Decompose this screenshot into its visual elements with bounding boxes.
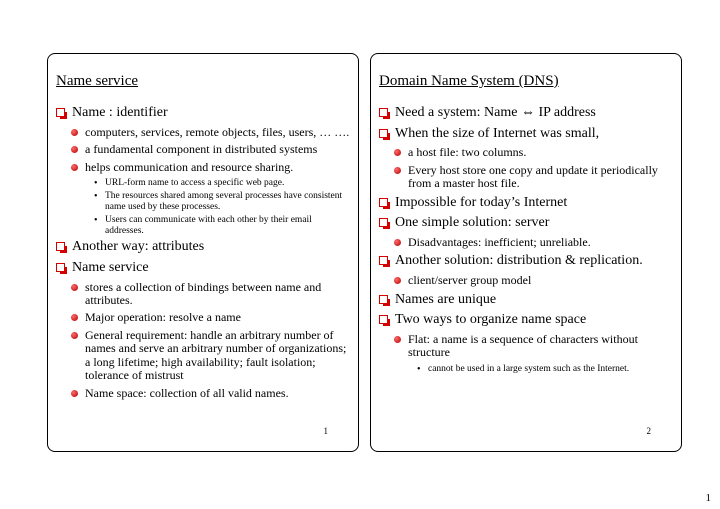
bullet-item-level-1 [378,105,675,121]
square-bullet-icon [379,198,388,207]
bullet-item-level-2 [55,311,352,324]
slide-title: Name service [56,73,139,89]
slide-title: Domain Name System (DNS) [379,73,559,89]
bullet-text: Names are unique [395,291,497,307]
square-bullet-icon [56,263,65,272]
bullet-text: stores a collection of bindings between name and attributes. [85,279,322,307]
square-bullet-icon [379,256,388,265]
square-bullet-icon [379,295,388,304]
bullet-item-level-1 [378,253,675,269]
bullet-item-level-2 [378,333,675,360]
square-bullet-icon [379,315,388,324]
bullet-item-level-2 [378,274,675,287]
bullet-item-level-2 [55,143,352,156]
bullet-item-level-2 [55,329,352,383]
bullet-text: One simple solution: server [395,215,550,231]
bullet-item-level-1 [378,215,675,231]
slide-body [55,105,352,404]
document-page-number: 1 [705,492,711,504]
bullet-item-level-1 [378,195,675,211]
slide-dns [370,53,682,452]
bullet-text: Every host store one copy and update it periodically from a master host file. [408,162,658,191]
bullet-item-level-3 [378,364,675,374]
square-bullet-icon [56,242,65,251]
bullet-item-level-2 [55,281,352,308]
bullet-text: client/server group model [408,273,532,288]
bullet-text: helps communication and resource sharing. [85,159,294,174]
bullet-text: Name service [72,259,149,275]
round-bullet-icon [71,390,78,397]
round-bullet-icon [71,314,78,321]
dot-bullet-icon: • [417,363,421,375]
bullet-item-level-2 [55,161,352,174]
square-bullet-icon [379,129,388,138]
bullet-item-level-3 [55,215,352,236]
round-bullet-icon [394,167,401,174]
bullet-item-level-1 [55,105,352,121]
bullet-item-level-2 [378,236,675,249]
bullet-item-level-2 [378,164,675,191]
bullet-text: General requirement: handle an arbitrary number of names and serve an arbitrary number of organizations; a long lifetime; high availability; fault isolation; tolerance of mistrust [85,327,347,383]
bullet-text: Need a system: Name ⇔ IP address [395,105,596,120]
square-bullet-icon [379,108,388,117]
round-bullet-icon [71,284,78,291]
bullet-text: Name : identifier [72,105,168,120]
bullet-text: a fundamental component in distributed systems [85,142,318,157]
round-bullet-icon [71,129,78,136]
bullet-text: Users can communicate with each other by their email addresses. [105,215,312,236]
round-bullet-icon [394,336,401,343]
bullet-text: computers, services, remote objects, files, users, … …. [85,124,350,139]
bullet-item-level-1 [55,260,352,276]
square-bullet-icon [56,108,65,117]
bullet-text: Name space: collection of all valid names. [85,385,289,400]
bullet-text: Flat: a name is a sequence of characters without structure [408,331,638,360]
bullet-item-level-3 [55,191,352,212]
bullet-text: When the size of Internet was small, [395,125,600,141]
bullet-text: Disadvantages: inefficient; unreliable. [408,235,591,249]
bullet-item-level-1 [378,126,675,142]
bullet-text: a host file: two columns. [408,145,527,160]
bullet-item-level-2 [378,146,675,159]
dot-bullet-icon: • [94,215,98,227]
bullet-item-level-3 [55,178,352,188]
round-bullet-icon [394,149,401,156]
round-bullet-icon [394,277,401,284]
bullet-text: cannot be used in a large system such as the Internet. [428,363,630,374]
square-bullet-icon [379,218,388,227]
bullet-text: Two ways to organize name space [395,312,587,328]
bullet-item-level-2 [55,126,352,139]
dot-bullet-icon: • [94,177,98,189]
bullet-item-level-2 [55,387,352,400]
slide-body [378,105,675,377]
bullet-text: Impossible for today’s Internet [395,194,568,210]
round-bullet-icon [394,239,401,246]
slide-page-number: 1 [323,426,328,436]
bullet-text: The resources shared among several processes have consistent name used by these processes. [105,191,343,212]
round-bullet-icon [71,146,78,153]
round-bullet-icon [71,164,78,171]
bullet-item-level-1 [378,292,675,308]
bullet-text: Another way: attributes [72,239,205,255]
bullet-text: Another solution: distribution & replication. [395,253,643,269]
bullet-text: URL-form name to access a specific web page. [105,177,285,188]
slide-page-number: 2 [646,426,651,436]
slide-name-service [47,53,359,452]
round-bullet-icon [71,332,78,339]
bullet-item-level-1 [378,312,675,328]
bullet-item-level-1 [55,239,352,255]
bullet-text: Major operation: resolve a name [85,310,241,325]
dot-bullet-icon: • [94,191,98,203]
